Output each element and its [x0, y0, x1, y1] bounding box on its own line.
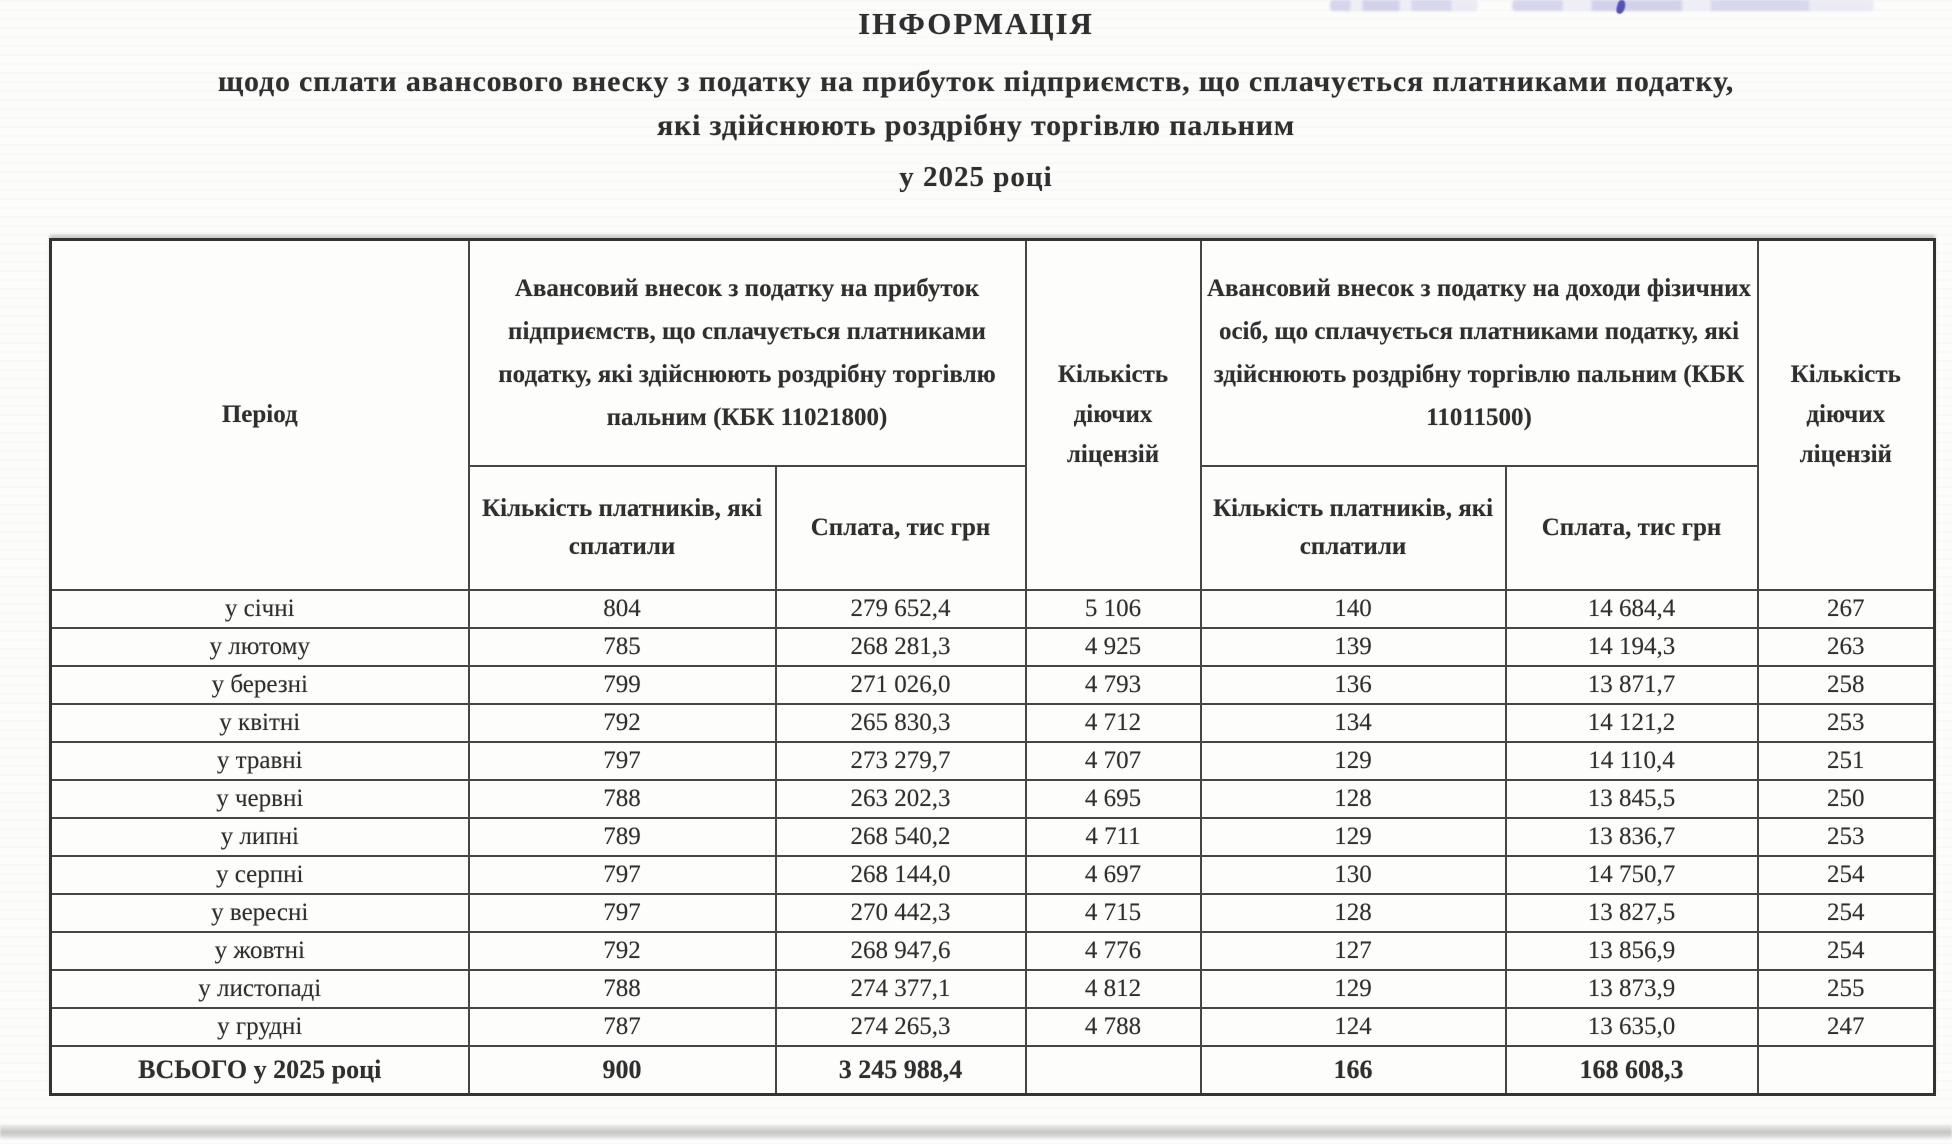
period-cell: у травні [51, 742, 469, 780]
header-payers-2: Кількість платників, які сплатили [1201, 466, 1506, 590]
licenses1-cell: 5 106 [1026, 590, 1201, 628]
licenses1-cell: 4 812 [1026, 970, 1201, 1008]
payers2-cell: 129 [1201, 742, 1506, 780]
payers2-cell: 128 [1201, 780, 1506, 818]
payment2-cell: 13 827,5 [1506, 894, 1758, 932]
payment1-cell: 273 279,7 [776, 742, 1026, 780]
payers1-cell: 792 [469, 932, 776, 970]
payment1-cell: 263 202,3 [776, 780, 1026, 818]
payers1-cell: 789 [469, 818, 776, 856]
table-total-row [51, 1046, 1935, 1095]
total-licenses1-cell [1026, 1046, 1201, 1095]
payment2-cell: 14 750,7 [1506, 856, 1758, 894]
payment1-cell: 274 377,1 [776, 970, 1026, 1008]
period-cell: у листопаді [51, 970, 469, 1008]
table-row-у-серпні [51, 856, 1935, 894]
licenses1-cell: 4 712 [1026, 704, 1201, 742]
payers2-cell: 124 [1201, 1008, 1506, 1046]
licenses1-cell: 4 788 [1026, 1008, 1201, 1046]
period-cell: у січні [51, 590, 469, 628]
period-cell: у жовтні [51, 932, 469, 970]
page-title: ІНФОРМАЦІЯ [858, 6, 1094, 41]
licenses2-cell: 263 [1758, 628, 1935, 666]
payers2-cell: 129 [1201, 818, 1506, 856]
tax-payments-table [49, 238, 1936, 1096]
total-period-cell: ВСЬОГО у 2025 році [51, 1046, 469, 1095]
payment2-cell: 13 635,0 [1506, 1008, 1758, 1046]
licenses1-cell: 4 793 [1026, 666, 1201, 704]
licenses2-cell: 254 [1758, 856, 1935, 894]
payers2-cell: 129 [1201, 970, 1506, 1008]
header-group-personal-income-tax: Авансовий внесок з податку на доходи фізичних осіб, що сплачується платниками податку, які здійснюють роздрібну торгівлю пальним (КБК 11011500) [1201, 240, 1758, 466]
licenses1-cell: 4 695 [1026, 780, 1201, 818]
payment2-cell: 13 871,7 [1506, 666, 1758, 704]
table-row-у-лютому [51, 628, 1935, 666]
payers2-cell: 128 [1201, 894, 1506, 932]
total-payment2-cell: 168 608,3 [1506, 1046, 1758, 1095]
period-cell: у липні [51, 818, 469, 856]
total-payers2-cell: 166 [1201, 1046, 1506, 1095]
table-row-у-липні [51, 818, 1935, 856]
payment2-cell: 14 110,4 [1506, 742, 1758, 780]
payers1-cell: 799 [469, 666, 776, 704]
licenses2-cell: 254 [1758, 932, 1935, 970]
scan-edge-shadow [0, 1124, 1952, 1139]
payment1-cell: 265 830,3 [776, 704, 1026, 742]
table-row-у-квітні [51, 704, 1935, 742]
payment2-cell: 13 856,9 [1506, 932, 1758, 970]
document-header [0, 0, 1952, 194]
payers2-cell: 134 [1201, 704, 1506, 742]
header-payers-1: Кількість платників, які сплатили [469, 466, 776, 590]
subtitle-line-2: які здійснюють роздрібну торгівлю пальним [656, 108, 1296, 142]
header-payment-2: Сплата, тис грн [1506, 466, 1758, 590]
licenses1-cell: 4 776 [1026, 932, 1201, 970]
payers1-cell: 787 [469, 1008, 776, 1046]
payers2-cell: 139 [1201, 628, 1506, 666]
payment1-cell: 268 540,2 [776, 818, 1026, 856]
payment2-cell: 13 836,7 [1506, 818, 1758, 856]
payers1-cell: 797 [469, 894, 776, 932]
header-licenses-1: Кількість діючих ліцензій [1026, 240, 1201, 590]
licenses2-cell: 250 [1758, 780, 1935, 818]
year-line: у 2025 році [899, 161, 1053, 193]
header-period: Період [51, 240, 469, 590]
table-body [51, 590, 1935, 1046]
header-payment-1: Сплата, тис грн [776, 466, 1026, 590]
licenses1-cell: 4 711 [1026, 818, 1201, 856]
period-cell: у березні [51, 666, 469, 704]
period-cell: у вересні [51, 894, 469, 932]
payers1-cell: 792 [469, 704, 776, 742]
period-cell: у лютому [51, 628, 469, 666]
payers2-cell: 130 [1201, 856, 1506, 894]
period-cell: у квітні [51, 704, 469, 742]
payment2-cell: 14 684,4 [1506, 590, 1758, 628]
payment1-cell: 274 265,3 [776, 1008, 1026, 1046]
payment1-cell: 270 442,3 [776, 894, 1026, 932]
table-row-у-вересні [51, 894, 1935, 932]
subtitle-line-1: щодо сплати авансового внеску з податку на прибуток підприємств, що сплачується платниками податку, [217, 65, 1735, 98]
payment2-cell: 14 121,2 [1506, 704, 1758, 742]
licenses2-cell: 255 [1758, 970, 1935, 1008]
payment1-cell: 268 144,0 [776, 856, 1026, 894]
licenses2-cell: 253 [1758, 818, 1935, 856]
table-row-у-листопаді [51, 970, 1935, 1008]
licenses1-cell: 4 925 [1026, 628, 1201, 666]
total-payers1-cell: 900 [469, 1046, 776, 1095]
payers1-cell: 797 [469, 856, 776, 894]
payers1-cell: 788 [469, 780, 776, 818]
table-row-у-жовтні [51, 932, 1935, 970]
period-cell: у грудні [51, 1008, 469, 1046]
licenses2-cell: 247 [1758, 1008, 1935, 1046]
payment2-cell: 13 873,9 [1506, 970, 1758, 1008]
page-subtitle [0, 60, 1952, 147]
licenses2-cell: 258 [1758, 666, 1935, 704]
licenses1-cell: 4 715 [1026, 894, 1201, 932]
payment1-cell: 279 652,4 [776, 590, 1026, 628]
table-row-у-грудні [51, 1008, 1935, 1046]
payers2-cell: 140 [1201, 590, 1506, 628]
table-header [51, 240, 1935, 590]
payment1-cell: 268 947,6 [776, 932, 1026, 970]
header-licenses-2: Кількість діючих ліцензій [1758, 240, 1935, 590]
licenses1-cell: 4 707 [1026, 742, 1201, 780]
payment2-cell: 13 845,5 [1506, 780, 1758, 818]
table-row-у-травні [51, 742, 1935, 780]
payers1-cell: 785 [469, 628, 776, 666]
payers2-cell: 127 [1201, 932, 1506, 970]
table-row-у-березні [51, 666, 1935, 704]
payers1-cell: 804 [469, 590, 776, 628]
period-cell: у червні [51, 780, 469, 818]
payment2-cell: 14 194,3 [1506, 628, 1758, 666]
licenses2-cell: 253 [1758, 704, 1935, 742]
total-licenses2-cell [1758, 1046, 1935, 1095]
payment1-cell: 268 281,3 [776, 628, 1026, 666]
licenses1-cell: 4 697 [1026, 856, 1201, 894]
table-row-у-червні [51, 780, 1935, 818]
period-cell: у серпні [51, 856, 469, 894]
payers2-cell: 136 [1201, 666, 1506, 704]
total-payment1-cell: 3 245 988,4 [776, 1046, 1026, 1095]
payers1-cell: 797 [469, 742, 776, 780]
licenses2-cell: 254 [1758, 894, 1935, 932]
table-row-у-січні [51, 590, 1935, 628]
payment1-cell: 271 026,0 [776, 666, 1026, 704]
licenses2-cell: 251 [1758, 742, 1935, 780]
header-group-profit-tax: Авансовий внесок з податку на прибуток підприємств, що сплачується платниками податку, які здійснюють роздрібну торгівлю пальним (КБК 11021800) [469, 240, 1026, 466]
licenses2-cell: 267 [1758, 590, 1935, 628]
payers1-cell: 788 [469, 970, 776, 1008]
